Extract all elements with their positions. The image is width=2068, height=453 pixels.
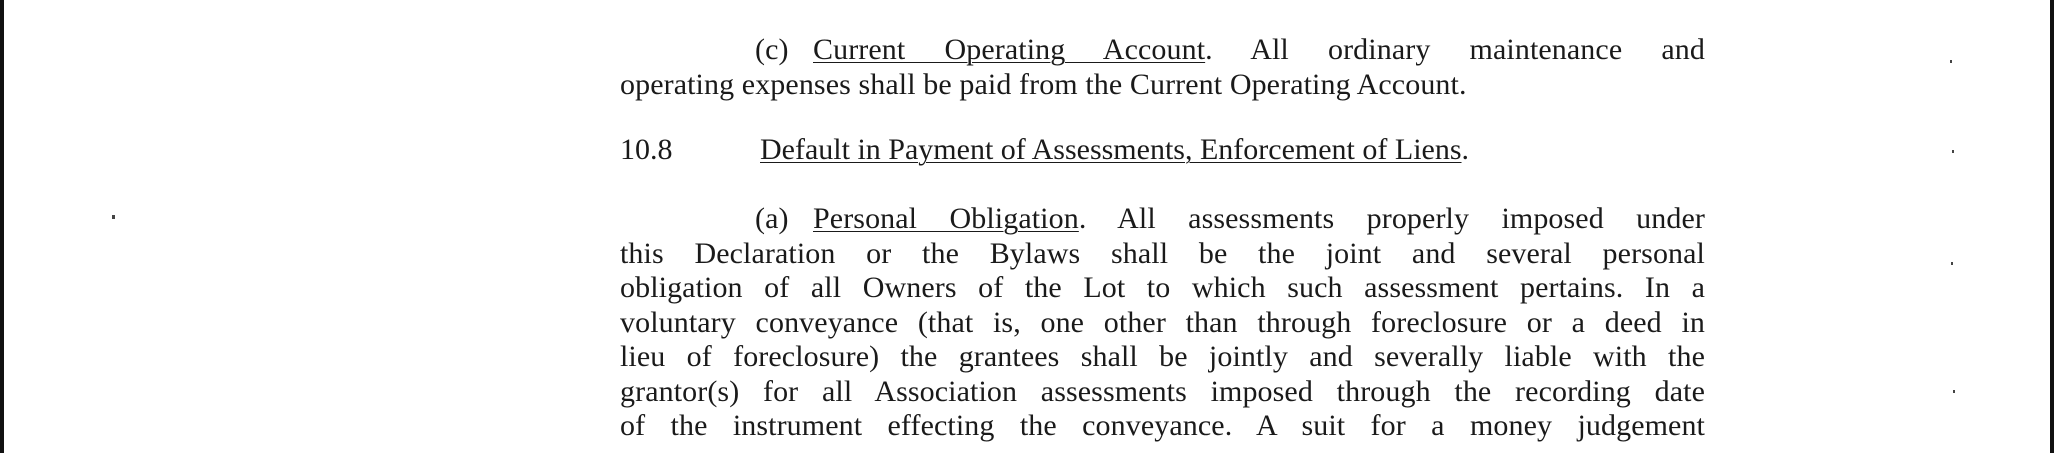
paragraph-a-title: Personal Obligation (813, 202, 1079, 235)
paragraph-a-line-1 (620, 202, 1705, 237)
paragraph-a-line: grantor(s) for all Association assessments imposed through the recording date (620, 374, 1705, 408)
paragraph-a-line: this Declaration or the Bylaws shall be the joint and several personal (620, 236, 1705, 270)
scan-speck (1953, 390, 1955, 393)
paragraph-c-line-1 (620, 33, 1705, 68)
section-title: Default in Payment of Assessments, Enforcement of Liens (760, 133, 1462, 166)
section-title-period: . (1461, 133, 1470, 166)
paragraph-a-label: (a) (755, 202, 789, 235)
scan-speck (112, 215, 115, 219)
section-number: 10.8 (620, 133, 673, 166)
paragraph-a-line: voluntary conveyance (that is, one other than through foreclosure or a deed in (620, 305, 1705, 339)
paragraph-c-title: Current Operating Account (813, 33, 1206, 66)
section-heading-10-8 (620, 133, 1469, 167)
paragraph-personal-obligation (620, 202, 1705, 444)
scan-border-right (2050, 0, 2054, 453)
scan-border-left (0, 0, 4, 453)
paragraph-c-text: . All ordinary maintenance and (1205, 33, 1705, 66)
scan-speck (1951, 262, 1953, 265)
paragraph-a-line: obligation of all Owners of the Lot to which such assessment pertains. In a (620, 271, 1705, 304)
scan-speck (1950, 60, 1952, 63)
paragraph-a-text: . All assessments properly imposed under (1078, 202, 1705, 235)
paragraph-c-line-2: operating expenses shall be paid from the Current Operating Account. (620, 67, 1467, 101)
paragraph-current-operating-account (620, 33, 1705, 102)
scan-speck (1952, 150, 1954, 153)
paragraph-a-line: lieu of foreclosure) the grantees shall be jointly and severally liable with the (620, 340, 1705, 373)
paragraph-a-line: of the instrument effecting the conveyance. A suit for a money judgement (620, 409, 1705, 442)
paragraph-c-label: (c) (755, 33, 789, 66)
